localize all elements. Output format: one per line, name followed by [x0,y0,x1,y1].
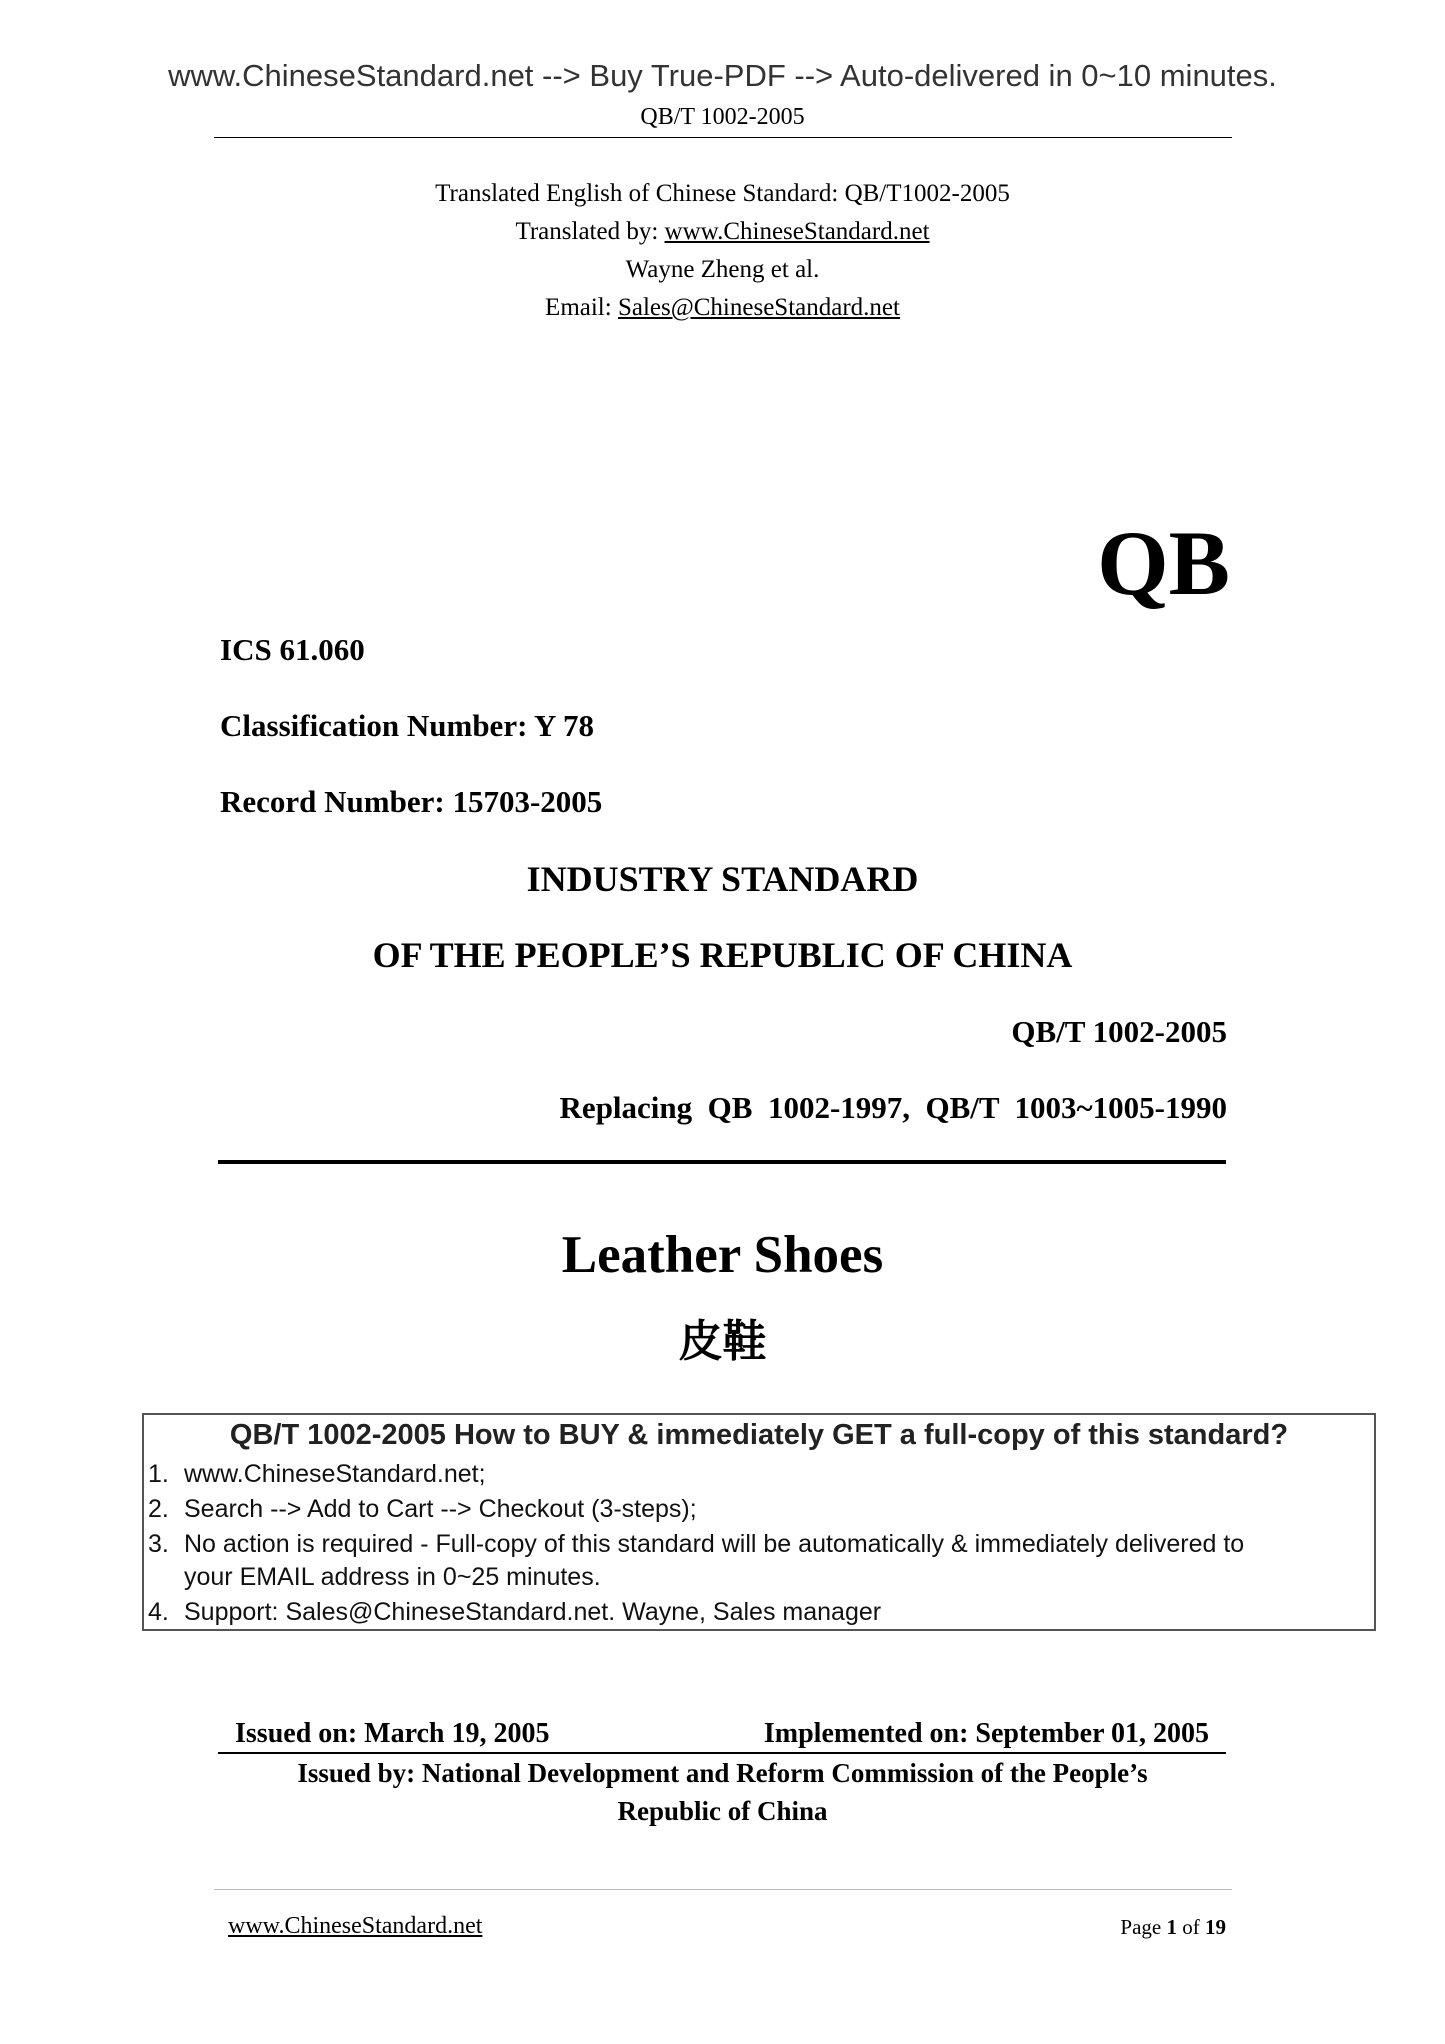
purchase-step-text[interactable]: www.ChineseStandard.net; [184,1460,486,1488]
ics-number: ICS 61.060 [220,632,365,667]
standard-title-line2: OF THE PEOPLE’S REPUBLIC OF CHINA [372,935,1073,975]
top-banner: www.ChineseStandard.net --> Buy True-PDF --> Auto-delivered in 0~10 minutes. [168,58,1277,93]
footer-divider [214,1889,1232,1890]
purchase-step: 1. www.ChineseStandard.net; [148,1460,486,1488]
document-title-english: Leather Shoes [561,1226,884,1284]
document-title-chinese: 皮鞋 [678,1316,767,1367]
purchase-step: 2. Search --> Add to Cart --> Checkout (3-steps); [148,1495,697,1523]
translated-by-label: Translated by: [515,218,665,245]
qb-mark: QB [1097,512,1230,614]
issued-by-line1: Issued by: National Development and Reform Commission of the People’s [297,1758,1148,1788]
footer-website-link[interactable]: www.ChineseStandard.net [228,1913,483,1939]
title-divider [218,1160,1226,1164]
email-line [0,294,1445,322]
purchase-info-box [142,1413,1376,1631]
purchase-step-text: No action is required - Full-copy of this standard will be automatically & immediately delivered to [184,1530,1245,1558]
email-label: Email: [545,294,618,321]
replacing-line: Replacing QB 1002-1997, QB/T 1003~1005-1990 [559,1090,1227,1125]
standard-title-line1: INDUSTRY STANDARD [526,859,919,899]
purchase-step: 3. No action is required - Full-copy of this standard will be automatically & immediately delivered to [148,1530,1245,1558]
translated-by-line [0,218,1445,246]
translation-line: Translated English of Chinese Standard: QB/T1002-2005 [435,180,1010,207]
email-link[interactable]: Sales@ChineseStandard.net [617,294,900,321]
header-divider [214,137,1232,138]
purchase-step-continuation: your EMAIL address in 0~25 minutes. [184,1563,601,1591]
purchase-step: 4. Support: Sales@ChineseStandard.net. Wayne, Sales manager [148,1598,882,1626]
translator-website-link[interactable]: www.ChineseStandard.net [664,218,930,245]
record-number: Record Number: 15703-2005 [220,784,603,819]
purchase-step-text: Support: Sales@ChineseStandard.net. Wayne, Sales manager [184,1598,882,1626]
issue-divider [218,1752,1226,1754]
translator-name: Wayne Zheng et al. [625,256,820,283]
standard-number: QB/T 1002-2005 [1011,1014,1227,1049]
classification-number: Classification Number: Y 78 [220,708,594,743]
current-page: 1 [1166,1915,1177,1939]
page-number: Page 1 of 19 [1120,1915,1226,1939]
purchase-heading: QB/T 1002-2005 How to BUY & immediately GET a full-copy of this standard? [229,1419,1289,1451]
issued-by-line2: Republic of China [617,1796,828,1826]
total-pages: 19 [1205,1915,1226,1939]
purchase-step-text: Search --> Add to Cart --> Checkout (3-steps); [184,1495,697,1523]
issued-on-date: Issued on: March 19, 2005 [235,1718,550,1749]
header-standard-code: QB/T 1002-2005 [640,104,805,130]
implemented-on-date: Implemented on: September 01, 2005 [763,1718,1209,1749]
